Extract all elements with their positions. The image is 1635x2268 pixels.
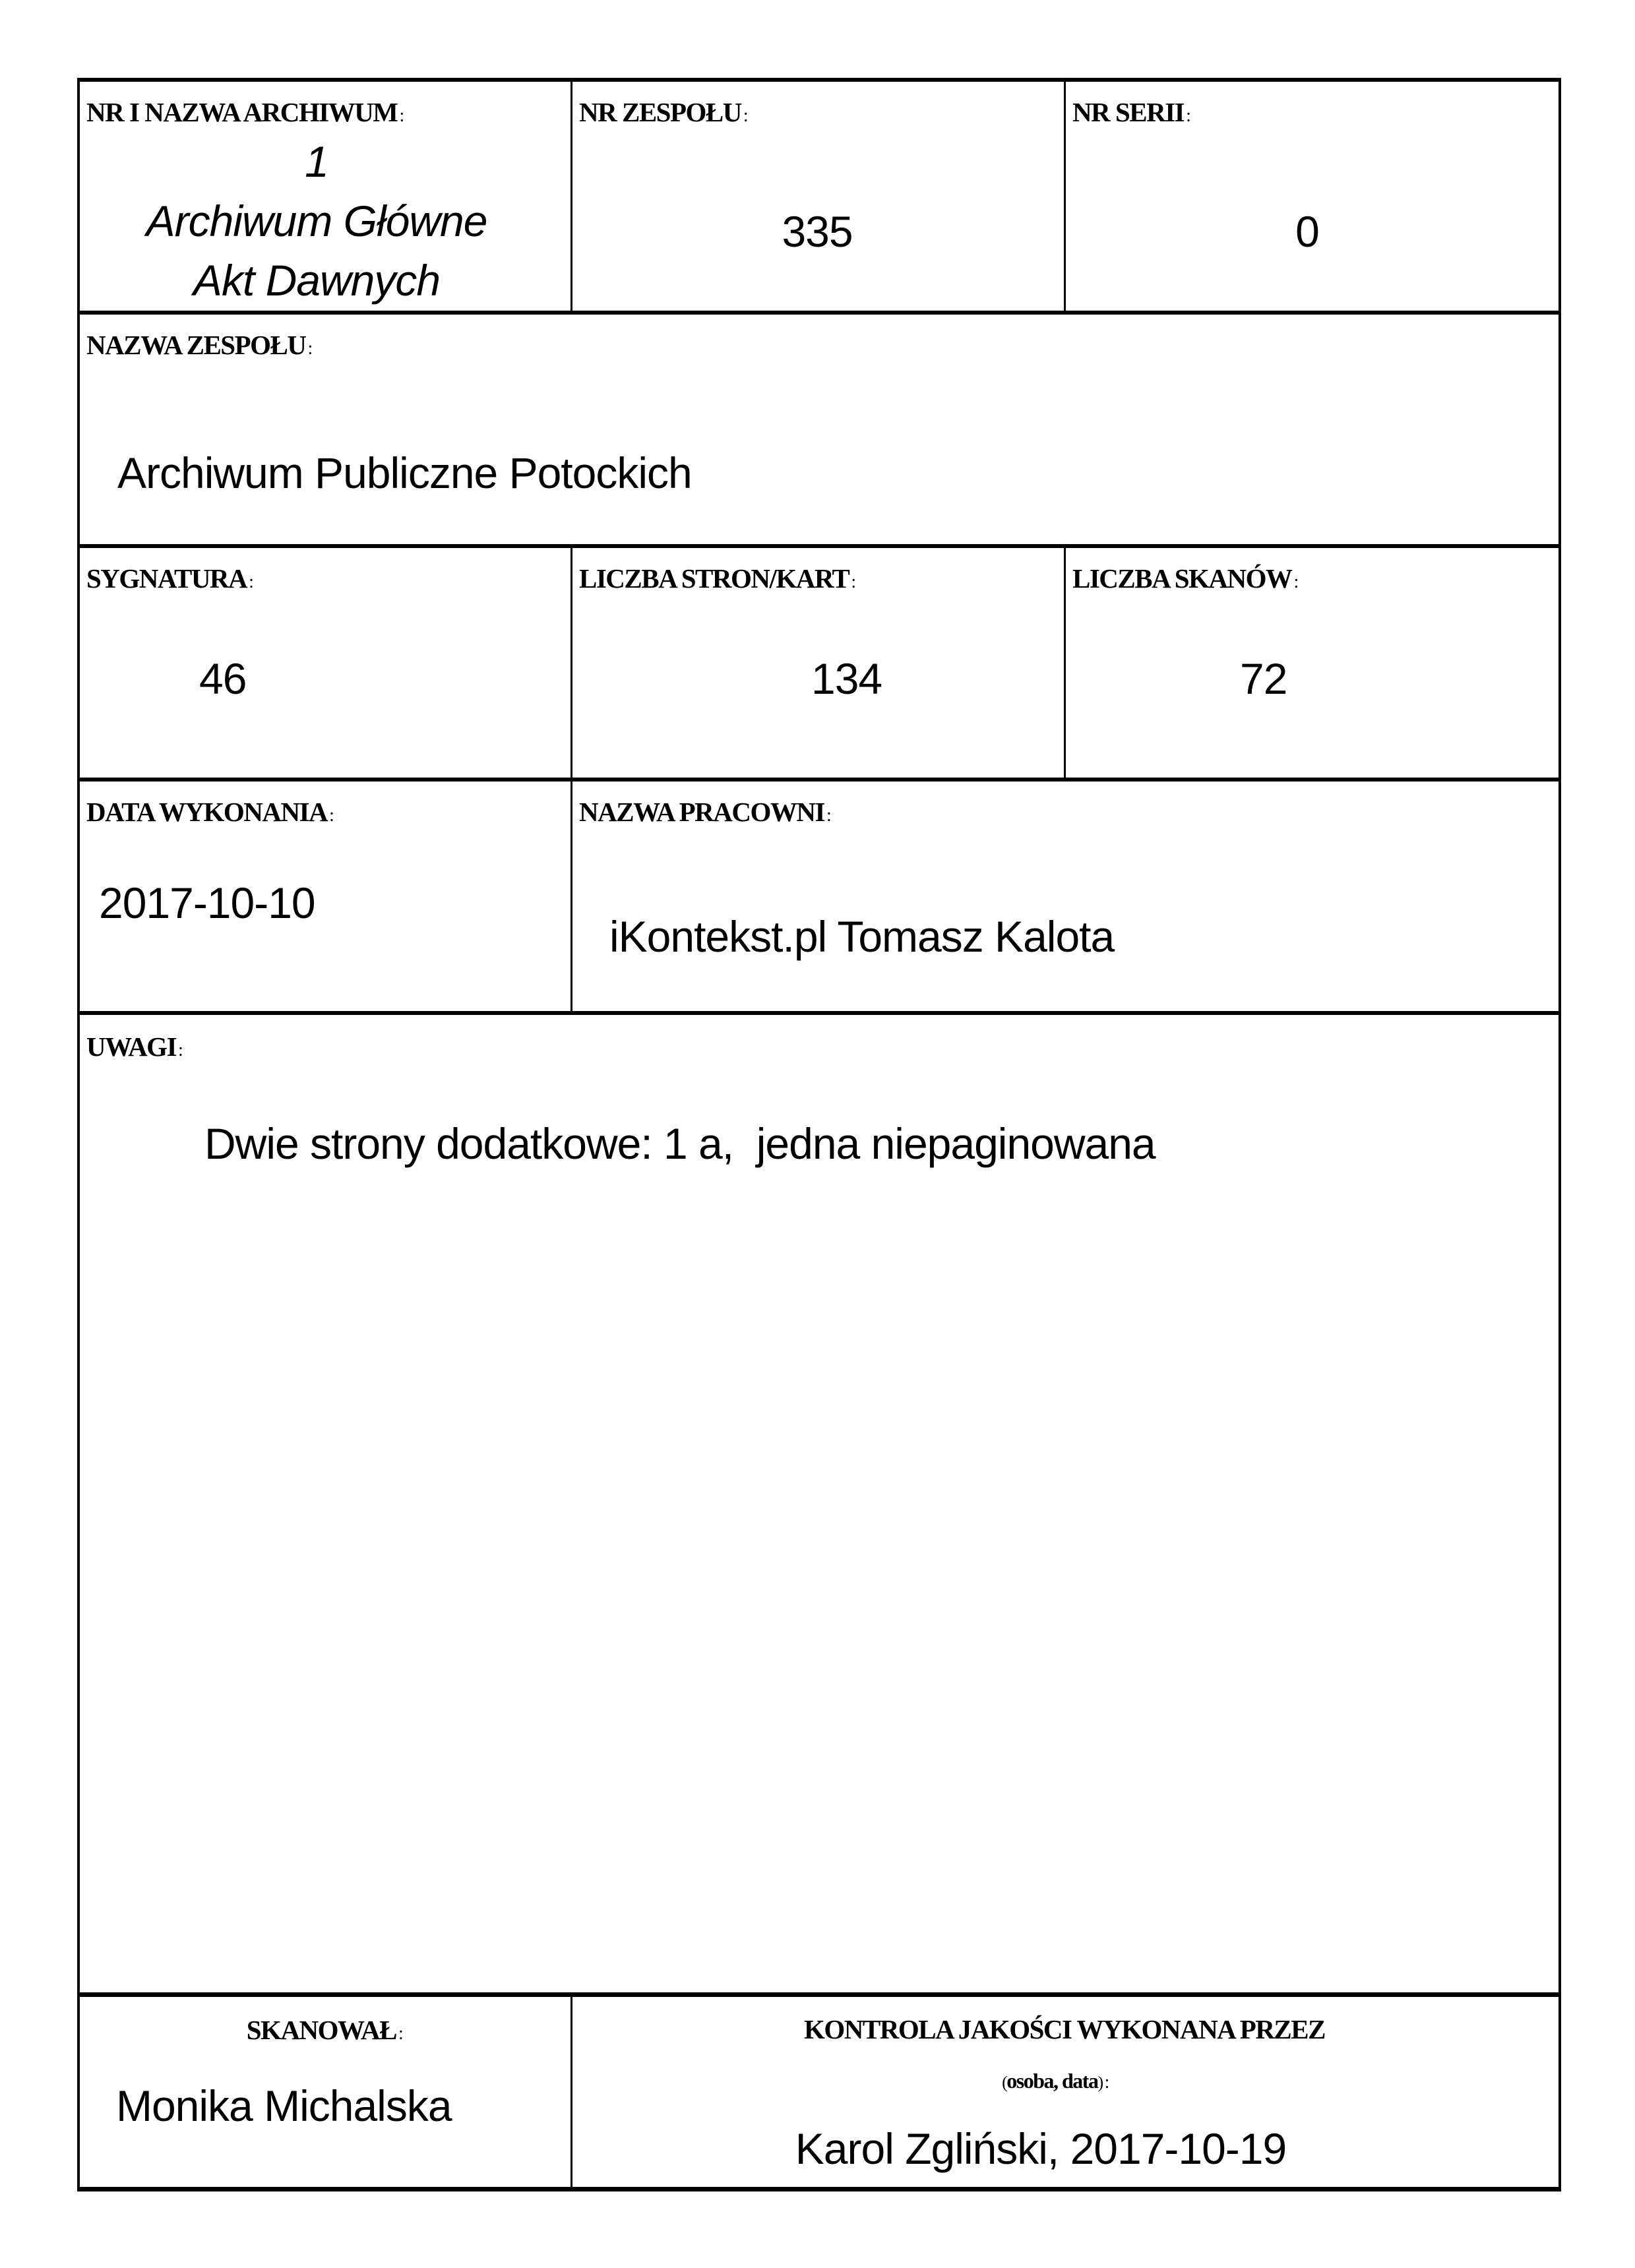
border-left (77, 78, 80, 2191)
series-number-label: NR SERII : (1072, 97, 1190, 127)
border-bottom (77, 2187, 1561, 2191)
col-divider-r3-b (1064, 544, 1066, 779)
row-divider-5 (77, 1992, 1561, 1997)
series-number-value: 0 (1295, 207, 1319, 256)
notes-value: Dwie strony dodatkowe: 1 a, jedna niepaginowana (204, 1119, 1156, 1168)
signature-value: 46 (199, 654, 247, 703)
border-top (77, 78, 1561, 82)
row-divider-3 (77, 778, 1561, 782)
scanned-by-value: Monika Michalska (116, 2081, 452, 2130)
studio-value: iKontekst.pl Tomasz Kalota (609, 912, 1115, 961)
fonds-number-label: NR ZESPOŁU : (579, 97, 748, 127)
archive-label: NR I NAZWA ARCHIWUM : (86, 97, 404, 127)
border-right (1558, 78, 1561, 2191)
scan-count-label: LICZBA SKANÓW : (1072, 563, 1298, 594)
row-divider-4 (77, 1011, 1561, 1015)
page-count-value: 134 (811, 654, 882, 703)
scan-count-value: 72 (1240, 654, 1287, 703)
col-divider-r3-a (571, 544, 572, 779)
col-divider-r4 (571, 778, 572, 1012)
fonds-name-label: NAZWA ZESPOŁU : (86, 330, 312, 360)
notes-label: UWAGI : (86, 1031, 183, 1062)
fonds-name-value: Archiwum Publiczne Potockich (117, 448, 692, 497)
studio-label: NAZWA PRACOWNI : (579, 797, 831, 827)
date-value: 2017-10-10 (99, 878, 315, 927)
page-count-label: LICZBA STRON/KART : (579, 563, 855, 594)
row-divider-1 (77, 311, 1561, 315)
row-divider-2 (77, 544, 1561, 548)
col-divider-r1-b (1064, 78, 1066, 313)
fonds-number-value: 335 (782, 207, 853, 256)
archive-name-line2: Akt Dawnych (193, 256, 441, 305)
archive-number: 1 (305, 137, 328, 186)
quality-control-label: KONTROLA JAKOŚCI WYKONANA PRZEZ (804, 2014, 1325, 2044)
col-divider-r1-a (571, 78, 572, 313)
scanned-by-label: SKANOWAŁ : (246, 2015, 403, 2045)
archive-name-line1: Archiwum Główne (146, 197, 487, 245)
quality-control-value: Karol Zgliński, 2017-10-19 (795, 2124, 1287, 2173)
date-label: DATA WYKONANIA : (86, 797, 334, 827)
col-divider-r6 (571, 1992, 572, 2190)
signature-label: SYGNATURA : (86, 563, 253, 594)
quality-control-sublabel: (osoba, data) : (1002, 2069, 1109, 2093)
